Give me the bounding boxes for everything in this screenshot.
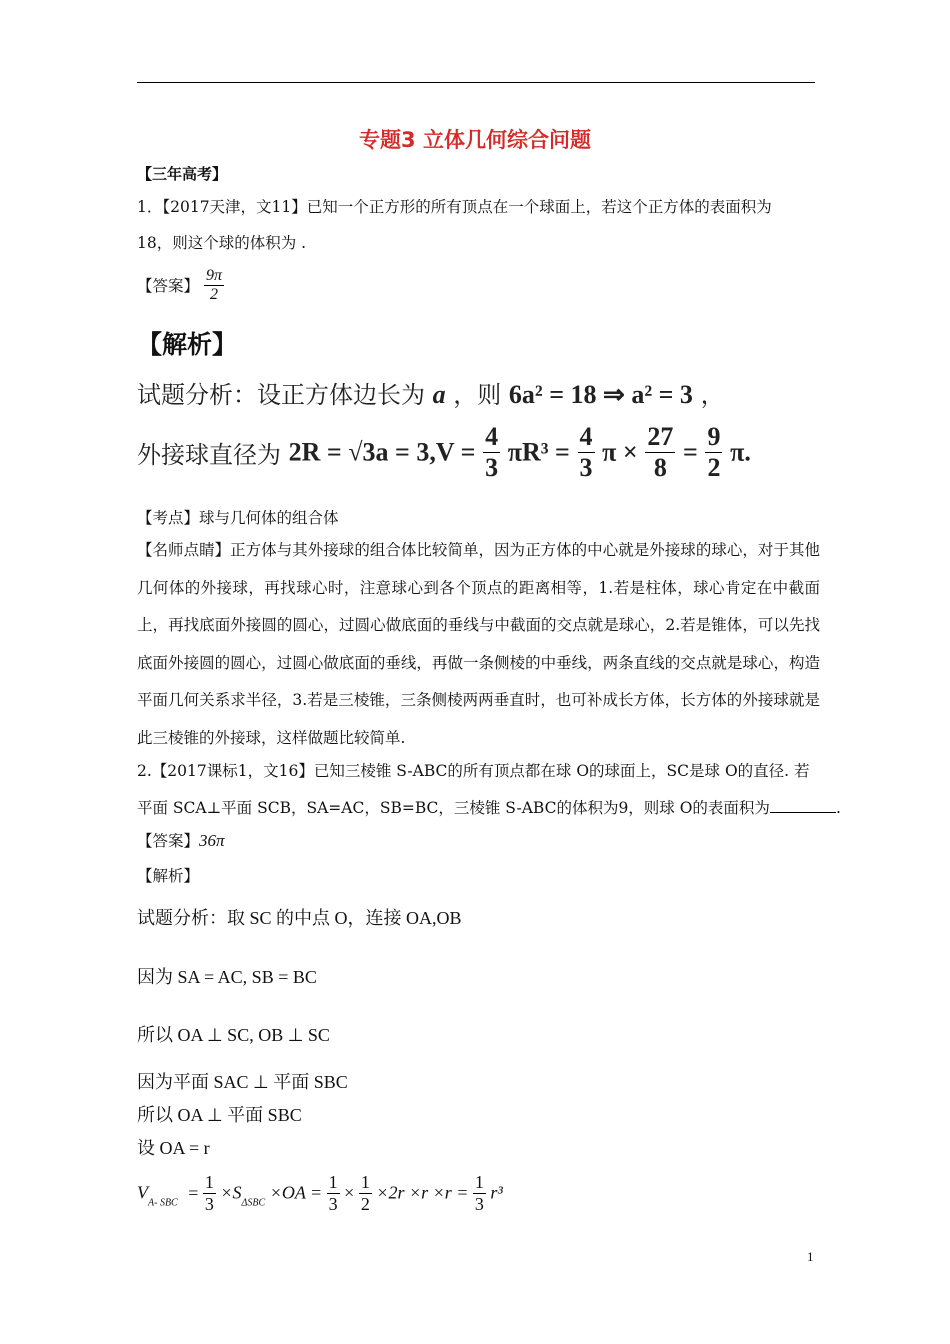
- fraction-9-2: [705, 422, 722, 483]
- answer-value: 36π: [199, 831, 225, 850]
- q2-step2: 因为 SA = AC, SB = BC: [137, 967, 317, 987]
- analysis-end-2: π.: [730, 437, 751, 467]
- q2-step1: 试题分析：取 SC 的中点 O，连接 OA,OB: [137, 908, 462, 928]
- q1-line1: 1．【2017天津，文11】已知一个正方形的所有顶点在一个球面上，若这个正方体的表面积为: [137, 198, 772, 216]
- answer-denominator: 2: [209, 286, 218, 304]
- q1-kaodian: 【考点】球与几何体的组合体: [137, 509, 339, 527]
- equals-sign: =: [683, 437, 698, 467]
- frac-num: 1: [360, 1172, 370, 1192]
- frac-den: 8: [653, 452, 667, 482]
- frac-num: 4: [485, 422, 499, 451]
- vol-subscript-2: ΔSBC: [241, 1197, 266, 1209]
- answer-fraction: [204, 267, 224, 305]
- frac-num: 1: [328, 1172, 338, 1192]
- vol-equals: =: [188, 1182, 199, 1203]
- vfrac-1-3: [203, 1172, 216, 1214]
- vol-mid2: ×OA =: [269, 1182, 323, 1203]
- frac-den: 3: [328, 1193, 338, 1214]
- q2-answer: [137, 831, 225, 851]
- vol-times: ×: [344, 1182, 355, 1203]
- q2-line1: 2.【2017课标1，文16】已知三棱锥 S-ABC的所有顶点都在球 O的球面上，SC是球 O的直径. 若: [137, 762, 810, 780]
- vol-subscript: A- SBC: [148, 1197, 178, 1209]
- frac-den: 2: [360, 1193, 370, 1214]
- frac-num: 9: [707, 422, 721, 451]
- frac-num: 27: [647, 422, 674, 451]
- vfrac-1-3-c: [473, 1172, 486, 1214]
- frac-den: 3: [204, 1193, 214, 1214]
- answer-label: 【答案】: [137, 832, 200, 850]
- q2-analysis-header: 【解析】: [137, 867, 200, 885]
- q2-line2-text: 平面 SCA⊥平面 SCB，SA=AC，SB=BC，三棱锥 S-ABC的体积为9，则球 O的表面积为: [137, 799, 770, 817]
- frac-den: 2: [707, 452, 721, 482]
- section-header: 【三年高考】: [137, 165, 228, 183]
- header-rule: [137, 82, 815, 83]
- frac-den: 3: [474, 1193, 484, 1214]
- answer-label: 【答案】: [137, 276, 200, 295]
- frac-num: 1: [474, 1172, 484, 1192]
- analysis-var: a: [432, 380, 446, 409]
- analysis-mid-2: πR³ =: [507, 437, 570, 467]
- vol-mid3: ×2r ×r ×r =: [376, 1182, 469, 1203]
- vol-lhs: V: [137, 1182, 148, 1203]
- q1-answer: [137, 267, 224, 305]
- analysis-text: 试题分析：设正方体边长为: [137, 381, 425, 409]
- answer-blank: [770, 798, 836, 813]
- fraction-4-3: [483, 422, 500, 483]
- q2-step4: 因为平面 SAC ⊥ 平面 SBC: [137, 1072, 348, 1092]
- analysis-text-2: 外接球直径为: [137, 440, 281, 469]
- page-number: 1: [807, 1249, 814, 1264]
- q2-line2-end: .: [835, 799, 841, 817]
- analysis-end: ，: [700, 381, 725, 409]
- page-title: 专题3 立体几何综合问题: [359, 128, 591, 152]
- analysis-mid: ，则: [453, 381, 502, 409]
- analysis-times: π ×: [602, 437, 638, 467]
- q1-analysis-line2: [137, 422, 751, 483]
- vol-end: r³: [490, 1182, 503, 1203]
- vol-mid1: ×S: [220, 1182, 242, 1203]
- q2-volume-formula: [137, 1172, 503, 1214]
- q1-mingshi: 【名师点睛】正方体与其外接球的组合体比较简单，因为正方体的中心就是外接球的球心，对于其他几何体的外接球，再找球心时，注意球心到各个顶点的距离相等，1.若是柱体，球心肯定在中截面上，再找底面外接圆的圆心，过圆心做底面的垂线与中截面的交点就是球心，2.若是锥体，可以先找底面外接圆的圆心，过圆心做底面的垂线，再做一条侧棱的中垂线，两条直线的交点就是球心，构造平面几何关系求半径，3.若是三棱锥，三条侧棱两两垂直时，也可补成长方体，长方体的外接球就是此三棱锥的外接球，这样做题比较简单.: [137, 541, 820, 747]
- vfrac-1-3-b: [327, 1172, 340, 1214]
- vfrac-1-2: [359, 1172, 372, 1214]
- fraction-27-8: [645, 422, 675, 483]
- q1-analysis-line1: [137, 375, 725, 410]
- frac-num: 4: [579, 422, 593, 451]
- frac-num: 1: [204, 1172, 214, 1192]
- analysis-equation-2: 2R = √3a = 3,V =: [288, 437, 476, 467]
- analysis-equation: 6a² = 18 ⇒ a² = 3: [508, 380, 693, 409]
- q2-step6: 设 OA = r: [137, 1138, 210, 1158]
- q2-step5: 所以 OA ⊥ 平面 SBC: [137, 1105, 302, 1125]
- frac-den: 3: [485, 452, 499, 482]
- fraction-4-3-b: [578, 422, 595, 483]
- q2-line2: [137, 798, 841, 818]
- q2-step3: 所以 OA ⊥ SC, OB ⊥ SC: [137, 1025, 330, 1045]
- q1-line2: 18，则这个球的体积为 .: [137, 234, 307, 252]
- q1-analysis-header: 【解析】: [137, 330, 238, 359]
- answer-numerator: 9π: [204, 267, 224, 286]
- frac-den: 3: [579, 452, 593, 482]
